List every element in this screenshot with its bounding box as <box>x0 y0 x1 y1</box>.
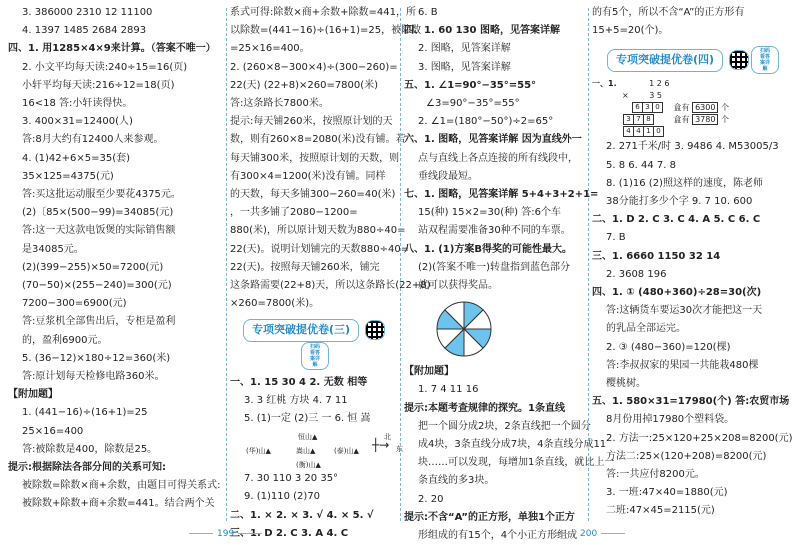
answer-line: 3. 一班:47×40=1880(元) <box>606 487 728 499</box>
total-product <box>623 126 664 137</box>
answer-line: ∠3=90°−35°=55° <box>426 98 520 110</box>
answer-line: 是34085元。 <box>22 243 84 255</box>
section-title: 专项突破提优卷(四) <box>607 49 723 71</box>
answer-line: 1. (441−16)÷(16+1)=25 <box>22 407 148 419</box>
answer-line: 2. ∠1=(180°−50°)÷2=65° <box>418 116 554 128</box>
answer-line: 就可以获得奖品。 <box>418 280 498 292</box>
answer-line: (2)〔85×(500−99)=34085(元) <box>22 207 174 219</box>
answer-line: 块……可以发现，每增加1条直线，就比上一 <box>418 457 615 469</box>
digit-cell: 1 <box>644 127 654 137</box>
answer-line: 2. 图略，见答案详解 <box>418 43 511 55</box>
answer-line: 5. (1)一定 (2)三 一 6. 恒 嵩 <box>244 413 371 425</box>
answer-line: 二班:47×45=2115(元) <box>606 505 715 517</box>
multiplication-work <box>592 78 794 138</box>
answer-line: 15+5=20(个)。 <box>592 25 669 37</box>
answer-line: 3. 386000 2310 12 11100 <box>22 7 153 18</box>
answer-line: 方法二:25×(120+208)=8200(元) <box>606 450 767 462</box>
answer-line: 站双程需要准备30种不同的车票。 <box>418 225 571 237</box>
answer-line: 被除数+除数+商+余数=441。结合两个关 <box>22 498 215 510</box>
answer-line: 25×16=400 <box>22 425 84 437</box>
answer-line: 【附加题】 <box>404 366 454 378</box>
map-label-song: 嵩山▲ <box>296 447 316 456</box>
column-1 <box>8 4 224 514</box>
answer-line: 提示:不含“A”的正方形，单独1个正方 <box>404 511 575 523</box>
answer-line: ，一共多铺了2080−1200= <box>230 207 358 219</box>
qr-label: 扫码看答案详解 <box>301 342 329 370</box>
answer-line: (2)(399−255)×50=7200(元) <box>22 261 164 273</box>
section-title: 专项突破提优卷(三) <box>243 319 359 341</box>
answer-line: 2. 3608 196 <box>606 268 667 280</box>
compass-arrow-icon: ┼→ <box>372 438 390 453</box>
partial-product-2 <box>623 114 654 125</box>
answer-line: 16<18 答:小轩读得快。 <box>22 98 133 110</box>
answer-line: 数，则有260×8=2080(米)没有铺。若 <box>230 134 406 146</box>
digit-cell: 3 <box>624 115 634 125</box>
answer-line: 答:豆浆机全部售出后，专柜是盈利 <box>22 316 176 328</box>
answer-line: 2. (260×8−300×4)÷(300−260)= <box>230 61 398 73</box>
answer-line: 5. 8 6. 44 7. 8 <box>606 159 676 171</box>
answer-line: 6. B <box>418 7 438 18</box>
map-label-heng-south: (衡)山▲ <box>296 461 321 470</box>
answer-line: 樱桃树。 <box>606 378 646 390</box>
answer-line: 9. (1)110 (2)70 <box>244 491 321 503</box>
digit-cell: 4 <box>634 127 644 137</box>
answer-line: 4. (1)42+6×5=35(套) <box>22 152 130 164</box>
answer-line: 四、1. ① (480+360)÷28=30(次) <box>592 287 762 299</box>
answer-line: 七、1. 图略，见答案详解 5+4+3+2+1= <box>404 189 599 201</box>
page-number-left: 199 <box>185 529 266 539</box>
answer-line: 五、1. ∠1=90°−35°=55° <box>404 79 537 91</box>
answer-line: 八、1. (1)方案B得奖的可能性最大。 <box>404 243 572 255</box>
map-label-heng-north: 恒山▲ <box>298 433 318 442</box>
answer-line: 形组成的有15个，4个小正方形组成 <box>418 530 578 542</box>
answer-line: 的，盈利6900元。 <box>22 334 108 346</box>
answer-line: 4. 1397 1485 2684 2893 <box>22 25 147 37</box>
answer-line: 22(天) (22+8)×260=7800(米) <box>230 79 379 91</box>
answer-line: =25×16=400。 <box>230 43 310 55</box>
answer-line: 六、1. 图略，见答案详解 因为直线外一 <box>404 134 582 146</box>
box-prefix: 盒有 <box>673 103 690 113</box>
digit-cell: 4 <box>624 127 634 137</box>
answer-line: 7200−300=6900(元) <box>22 298 127 310</box>
answer-line: 8. (1)16 (2)照这样的速度，陈老师 <box>606 177 763 189</box>
section-heading-4 <box>592 46 794 74</box>
answer-line: ×260=7800(米)。 <box>230 298 320 310</box>
answer-line: 22(天)。说明计划铺完的天数880÷40= <box>230 243 410 255</box>
digit-cell: 3 <box>643 103 653 113</box>
answer-line: 答:8月大约有12400人来参观。 <box>22 134 164 146</box>
answer-line: 2. 20 <box>418 493 444 505</box>
answer-line: 四、1. 用1285×4×9来计算。（答案不唯一） <box>8 43 216 55</box>
answer-line: 三、1. D 2. C 3. A 4. C <box>230 527 349 539</box>
answer-line: 15(种) 15×2=30(种) 答:6个车 <box>418 207 561 219</box>
qr-code-icon <box>729 50 749 70</box>
answer-line: 这条路需要(22+8)天，所以这条路长(22+8) <box>230 280 431 292</box>
box-unit: 个 <box>721 103 729 113</box>
answer-line: 答:这一天这款电饭煲的实际销售额 <box>22 225 176 237</box>
answer-line: 答:买这批运动服至少要花4375元。 <box>22 189 181 201</box>
box-unit: 个 <box>721 115 729 125</box>
compass-east-label: 东 <box>396 445 403 454</box>
question-label: 一、1. <box>592 79 617 89</box>
answer-line: 每天铺300米，按照原计划的天数，则 <box>230 152 400 164</box>
multiplier: 3 5 <box>649 91 662 101</box>
answer-line: 3. 3 红桃 方块 4. 7 11 <box>244 394 348 406</box>
partial-product-1 <box>632 102 663 113</box>
mountain-map-diagram <box>246 428 403 470</box>
digit-cell: 0 <box>653 103 663 113</box>
column-divider <box>588 8 589 521</box>
answer-line: 880(米)，所以原计划天数为880÷40= <box>230 225 406 237</box>
answer-line: 垂线段最短。 <box>418 170 478 182</box>
column-4 <box>592 4 794 521</box>
digit-cell: 7 <box>634 115 644 125</box>
answer-line: 条直线的多3块。 <box>418 475 495 487</box>
answer-line: 提示:根据除法各部分间的关系可知: <box>8 462 166 474</box>
map-label-tai: (泰)山▲ <box>334 447 359 456</box>
section-heading-3 <box>230 319 398 369</box>
answer-line: 【附加题】 <box>8 389 58 401</box>
answer-line: 2. 小文平均每天读:240÷15=16(页) <box>22 61 188 73</box>
answer-line: 答:原计划每天检修电路360米。 <box>22 371 165 383</box>
answer-line: 1. 7 4 11 16 <box>418 384 479 396</box>
answer-line: 提示:本题考查规律的探究。1条直线 <box>404 402 565 414</box>
answer-box-1: 6300 <box>692 102 718 113</box>
box-prefix: 盒有 <box>673 115 690 125</box>
answer-line: 3. 400×31=12400(人) <box>22 116 133 128</box>
answer-line: 22(天)。按照每天铺260米，铺完 <box>230 261 380 273</box>
answer-line: 的有5个，所以不含“A”的正方形有 <box>592 7 745 18</box>
answer-line: 系式可得:除数×商+余数+除数=441，所 <box>230 7 416 18</box>
column-divider <box>226 8 227 521</box>
qr-code-icon <box>365 320 385 340</box>
answer-line: 的乳品全部运完。 <box>606 323 686 335</box>
digit-cell: 6 <box>633 103 643 113</box>
answer-line: 二、1. × 2. × 3. √ 4. × 5. √ <box>230 509 374 521</box>
answer-line: 的天数，每天多铺300−260=40(米) <box>230 189 396 201</box>
answer-line: 2. 271千米/时 3. 9486 4. M53005/3 <box>606 141 779 153</box>
answer-line: 成4块，3条直线分成7块，4条直线分成11 <box>418 439 607 451</box>
answer-line: 小轩平均每天读:216÷12=18(页) <box>22 79 175 91</box>
answer-line: 7. 30 110 3 20 35° <box>244 473 339 485</box>
answer-line: 答:李叔叔家的果园一共能栽480棵 <box>606 359 759 371</box>
answer-line: 提示:每天铺260米，按照原计划的天 <box>230 116 393 128</box>
times-sign: × <box>622 91 629 101</box>
answer-line: 答:被除数是400，除数是25。 <box>22 443 158 455</box>
answer-line: 点与直线上各点连接的所有线段中， <box>418 152 578 164</box>
answer-line: 38分能打多少个字 9. 7 10. 600 <box>606 196 753 208</box>
answer-line: 7. B <box>606 232 626 244</box>
answer-line: 有300×4=1200(米)没有铺。同样 <box>230 170 386 182</box>
answer-line: 以除数=(441−16)÷(16+1)=25，被除数 <box>230 25 422 37</box>
answer-line: (2)(答案不唯一)转盘指到蓝色部分 <box>418 261 570 273</box>
answer-line: 把一个圆分成2块，2条直线把一个圆分 <box>418 420 591 432</box>
answer-line: 5. (36−12)×180÷12=360(米) <box>22 352 171 364</box>
compass-north-label: 北 <box>384 433 391 442</box>
answer-line: 2. 方法一:25×120+25×208=8200(元) <box>606 432 793 444</box>
multiplicand: 1 2 6 <box>649 79 670 89</box>
digit-cell: 8 <box>644 115 654 125</box>
answer-line: 被除数=除数×商+余数，由题目可得关系式: <box>22 480 221 492</box>
answer-line: 五、1. 580×31=17980(个) 答:农贸市场 <box>592 396 790 408</box>
answer-line: 8月份用掉17980个塑料袋。 <box>606 414 735 426</box>
answer-line: 四、1. 60 130 图略，见答案详解 <box>404 25 560 37</box>
page-number-right: 200 <box>548 529 629 539</box>
answer-line: 35×125=4375(元) <box>22 170 114 182</box>
answer-line: 答:一共应付8200元。 <box>606 469 705 481</box>
answer-line: 2. ③ (480−360)=120(棵) <box>606 341 731 353</box>
qr-label: 扫码看答案详解 <box>751 46 779 74</box>
answer-line: 一、1. 15 30 4 2. 无数 相等 <box>230 376 368 388</box>
answer-line: 3. 图略，见答案详解 <box>418 61 511 73</box>
column-divider <box>400 8 401 521</box>
answer-line: (70−50)×(255−240)=300(元) <box>22 280 172 292</box>
spinner-pie-diagram <box>434 299 494 359</box>
answer-line: 答:这条路长7800米。 <box>230 98 329 110</box>
map-label-hua: (华)山▲ <box>246 447 271 456</box>
answer-box-2: 3780 <box>692 114 718 125</box>
answer-line: 答:这辆货车要运30次才能把这一天 <box>606 305 763 317</box>
digit-cell: 0 <box>654 127 664 137</box>
answer-line: 三、1. 6660 1150 32 14 <box>592 250 721 262</box>
answer-line: 二、1. D 2. C 3. C 4. A 5. C 6. C <box>592 214 761 226</box>
